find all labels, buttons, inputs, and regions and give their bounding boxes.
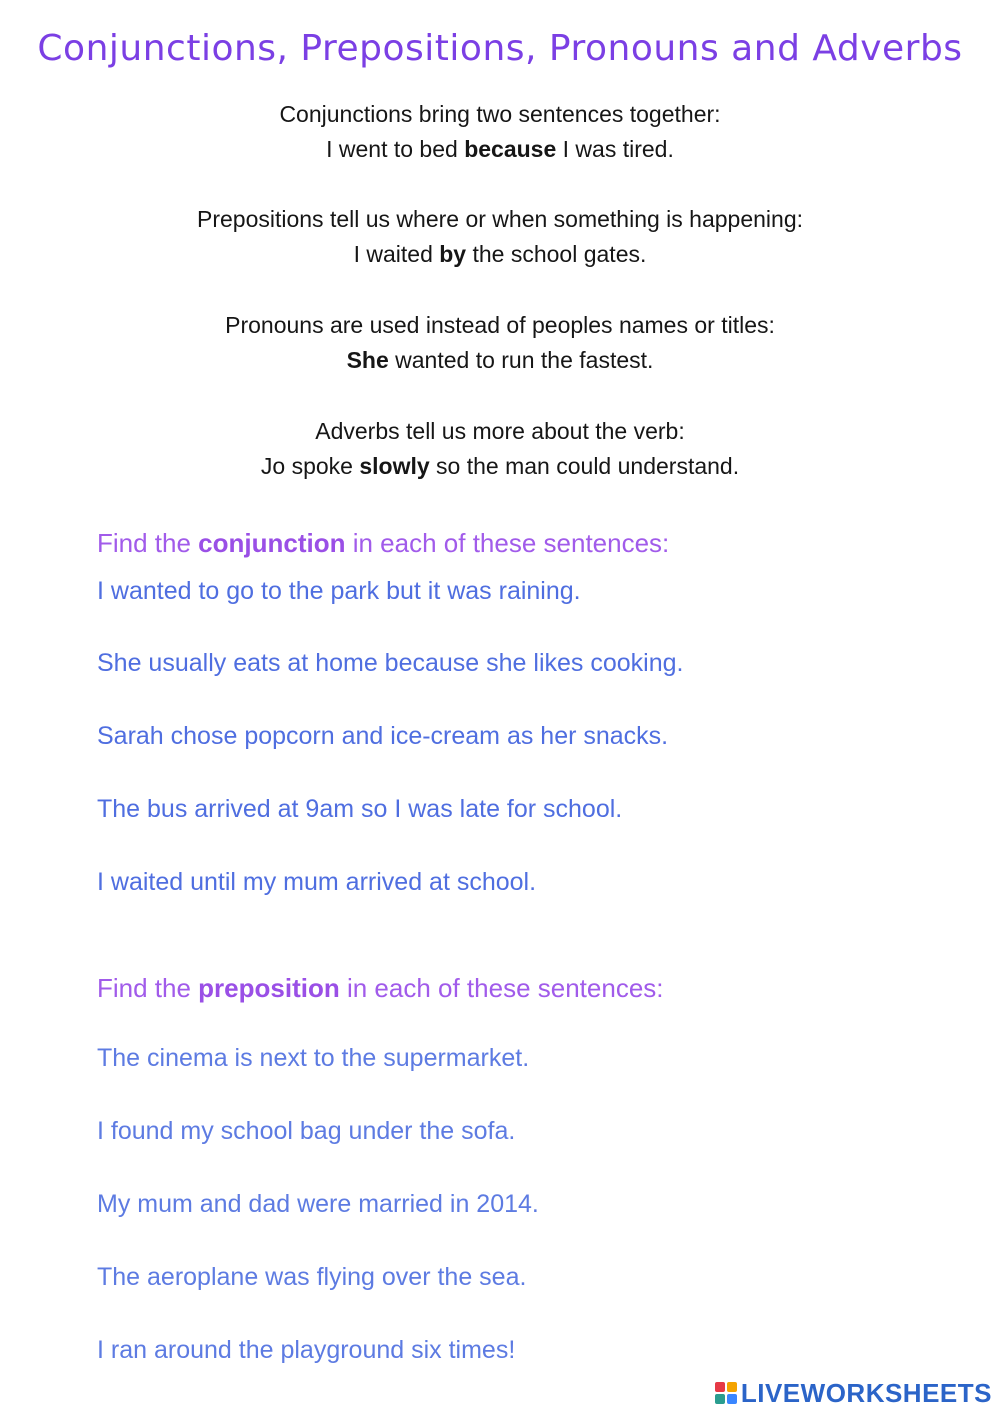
preposition-prompt-keyword: preposition (198, 973, 340, 1003)
liveworksheets-logo-icon (715, 1382, 737, 1404)
intro-prepositions (0, 202, 1000, 272)
preposition-sentence[interactable]: The cinema is next to the supermarket. (97, 1044, 530, 1072)
conjunction-sentence[interactable]: Sarah chose popcorn and ice-cream as her snacks. (97, 722, 669, 750)
pronouns-example: She wanted to run the fastest. (346, 347, 654, 373)
prepositions-definition: Prepositions tell us where or when something is happening: (196, 206, 804, 232)
conjunction-keyword: because (464, 136, 557, 162)
preposition-sentence[interactable]: I found my school bag under the sofa. (97, 1117, 516, 1145)
preposition-sentence[interactable]: I ran around the playground six times! (97, 1336, 516, 1364)
intro-conjunctions (0, 97, 1000, 167)
conjunction-sentence[interactable]: The bus arrived at 9am so I was late for school. (97, 795, 623, 823)
adverbs-definition: Adverbs tell us more about the verb: (315, 418, 685, 444)
page-title: Conjunctions, Prepositions, Pronouns and Adverbs (37, 28, 963, 69)
preposition-prompt: Find the preposition in each of these sentences: (97, 973, 664, 1003)
conjunction-sentence[interactable]: She usually eats at home because she likes cooking. (97, 649, 684, 677)
conjunctions-example: I went to bed because I was tired. (326, 136, 674, 162)
preposition-sentence[interactable]: The aeroplane was flying over the sea. (97, 1263, 527, 1291)
intro-pronouns (0, 308, 1000, 378)
preposition-keyword: by (439, 241, 467, 267)
liveworksheets-branding (715, 1378, 992, 1408)
preposition-sentence[interactable]: My mum and dad were married in 2014. (97, 1190, 539, 1218)
liveworksheets-wordmark: LIVEWORKSHEETS (740, 1377, 992, 1408)
conjunction-prompt-keyword: conjunction (198, 528, 346, 558)
adverb-keyword: slowly (359, 453, 430, 479)
adverbs-example: Jo spoke slowly so the man could understand. (260, 453, 740, 479)
pronoun-keyword: She (346, 347, 389, 373)
conjunction-sentence[interactable]: I waited until my mum arrived at school. (97, 868, 537, 896)
conjunction-sentence[interactable]: I wanted to go to the park but it was raining. (97, 577, 581, 605)
conjunctions-definition: Conjunctions bring two sentences together: (279, 101, 721, 127)
prepositions-example: I waited by the school gates. (353, 241, 647, 267)
conjunction-prompt: Find the conjunction in each of these sentences: (97, 528, 670, 558)
intro-adverbs (0, 414, 1000, 484)
pronouns-definition: Pronouns are used instead of peoples names or titles: (225, 312, 775, 338)
